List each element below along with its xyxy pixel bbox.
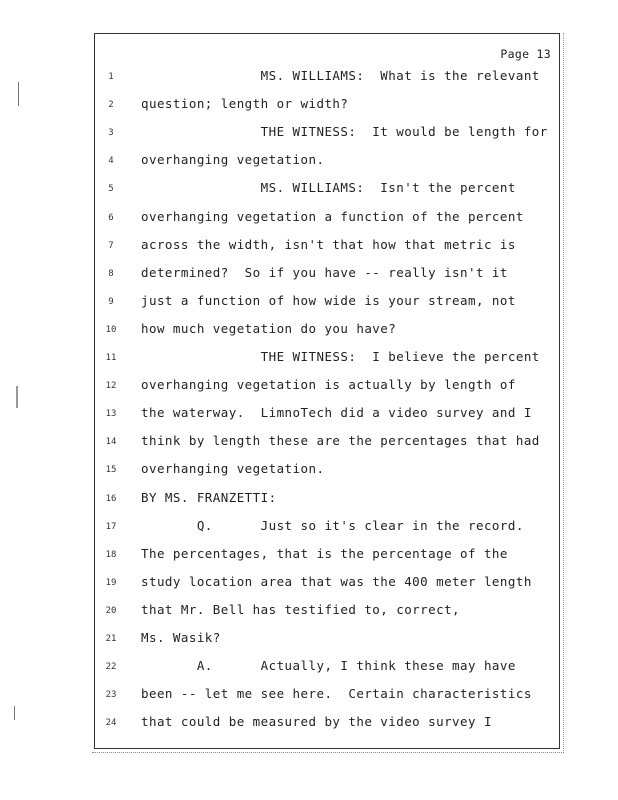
line-number: 2 (108, 100, 114, 111)
line-number: 13 (105, 409, 117, 420)
transcript-line (95, 574, 561, 594)
transcript-line (95, 209, 561, 229)
line-number: 21 (105, 634, 117, 644)
line-text: the waterway. LimnoTech did a video survey and I (141, 405, 532, 421)
transcript-line (95, 405, 561, 425)
line-number: 19 (105, 577, 117, 588)
line-text: A. Actually, I think these may have (141, 658, 516, 674)
transcript-line (95, 265, 561, 285)
line-number: 1 (108, 72, 114, 82)
line-text: Ms. Wasik? (141, 630, 221, 645)
transcript-line (95, 518, 561, 538)
page-number: Page 13 (500, 47, 551, 61)
transcript-line (95, 546, 561, 566)
transcript-line (95, 293, 561, 313)
line-number: 11 (105, 353, 117, 363)
transcript-line (95, 490, 561, 510)
line-text: THE WITNESS: It would be length for (141, 124, 548, 140)
line-text: The percentages, that is the percentage of the (141, 545, 508, 561)
line-text: THE WITNESS: I believe the percent (141, 349, 540, 364)
transcript-page (94, 33, 560, 749)
scan-mark (18, 82, 19, 106)
line-text: overhanging vegetation a function of the percent (141, 208, 524, 224)
line-text: that could be measured by the video survey I (141, 714, 492, 730)
transcript-line (95, 349, 561, 369)
line-number: 14 (105, 437, 117, 448)
footer-rule (92, 752, 564, 753)
line-number: 3 (108, 128, 114, 139)
line-number: 16 (105, 493, 117, 504)
line-text: been -- let me see here. Certain characteristics (141, 686, 532, 702)
line-text: MS. WILLIAMS: Isn't the percent (141, 180, 516, 196)
line-number: 5 (108, 184, 114, 195)
line-number: 18 (105, 549, 117, 560)
line-number: 9 (108, 296, 114, 307)
transcript-line (95, 686, 561, 706)
line-number: 6 (108, 212, 114, 223)
line-text: across the width, isn't that how that metric is (141, 236, 516, 252)
transcript-line (95, 180, 561, 200)
transcript-line (95, 377, 561, 397)
line-number: 20 (105, 605, 117, 616)
line-number: 22 (105, 662, 117, 673)
transcript-line (95, 461, 561, 481)
line-text: that Mr. Bell has testified to, correct, (141, 601, 461, 617)
line-number: 23 (105, 690, 117, 701)
line-text: just a function of how wide is your stream, not (141, 292, 516, 308)
transcript-line (95, 714, 561, 734)
line-text: overhanging vegetation is actually by length of (141, 377, 516, 393)
line-text: determined? So if you have -- really isn't it (141, 264, 508, 280)
transcript-line (95, 321, 561, 341)
scan-mark (16, 386, 18, 408)
line-text: overhanging vegetation. (141, 152, 325, 168)
transcript-line (95, 237, 561, 257)
line-number: 10 (105, 324, 117, 335)
right-edge-rule (563, 33, 564, 753)
line-number: 24 (105, 718, 117, 729)
line-text: overhanging vegetation. (141, 461, 325, 477)
line-text: BY MS. FRANZETTI: (141, 489, 277, 505)
transcript-line (95, 658, 561, 678)
transcript-line (95, 602, 561, 622)
line-text: Q. Just so it's clear in the record. (141, 517, 524, 533)
line-text: think by length these are the percentages that had (141, 433, 540, 449)
line-text: question; length or width? (141, 96, 349, 112)
transcript-line (95, 68, 561, 88)
transcript-line (95, 433, 561, 453)
line-text: how much vegetation do you have? (141, 320, 397, 336)
line-number: 7 (108, 240, 114, 251)
line-text: study location area that was the 400 meter length (141, 573, 532, 589)
line-text: MS. WILLIAMS: What is the relevant (141, 68, 540, 83)
transcript-line (95, 124, 561, 144)
line-number: 4 (108, 156, 114, 167)
line-number: 17 (105, 521, 117, 532)
transcript-line (95, 630, 561, 650)
line-number: 12 (105, 381, 117, 392)
transcript-line (95, 152, 561, 172)
line-number: 8 (108, 268, 114, 279)
scan-mark (14, 706, 15, 720)
line-number: 15 (105, 465, 117, 476)
transcript-line (95, 96, 561, 116)
